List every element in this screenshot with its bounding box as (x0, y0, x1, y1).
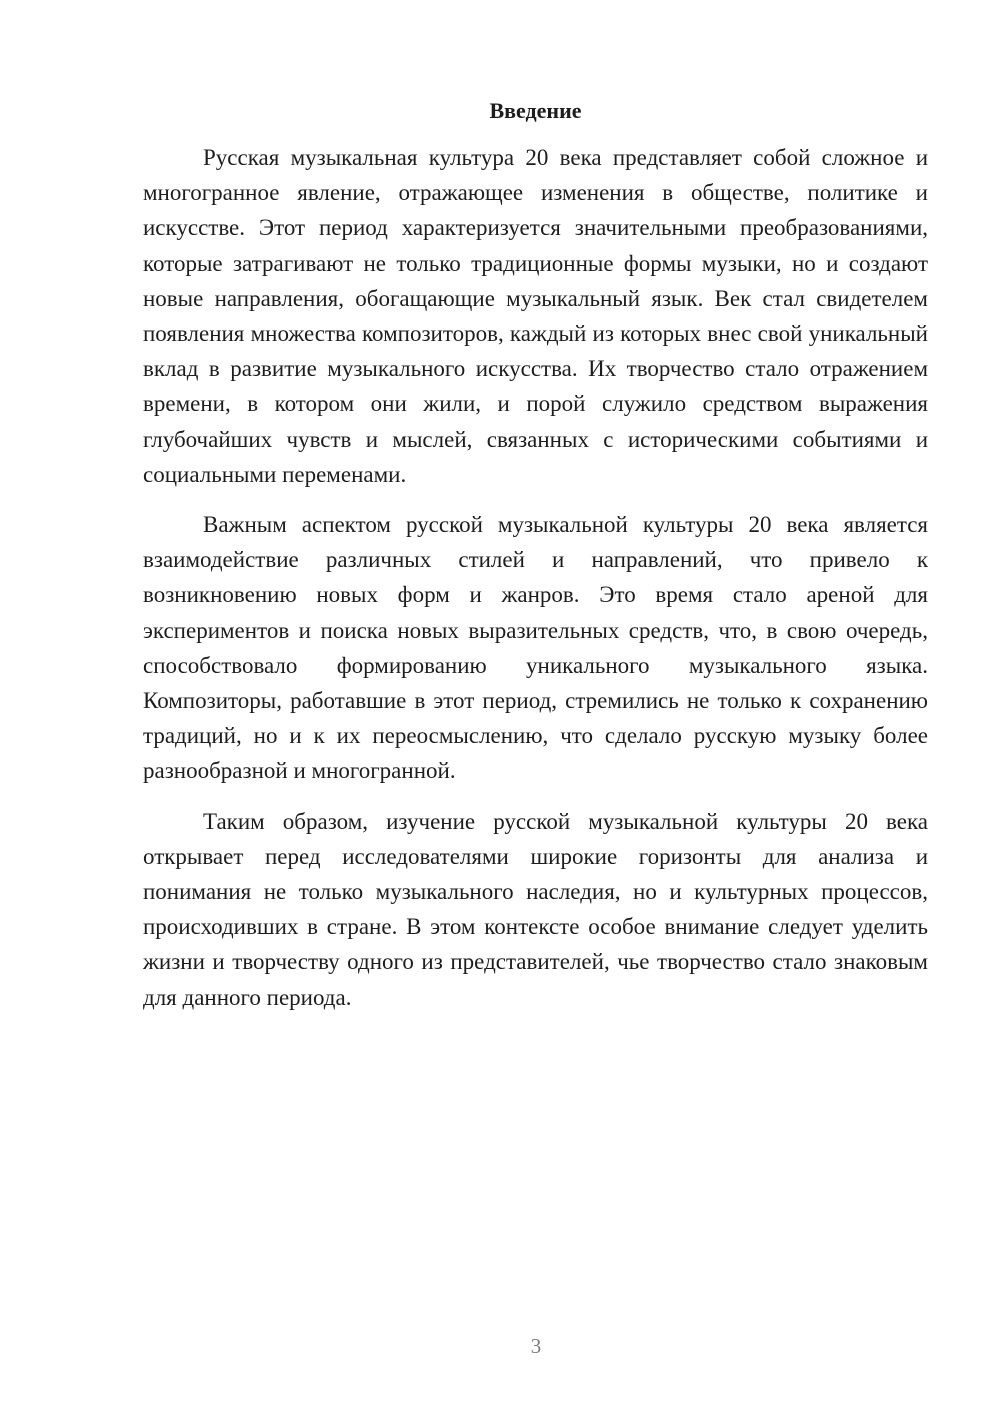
paragraph-3: Таким образом, изучение русской музыкальной культуры 20 века открывает перед исследователями широкие горизонты для анализа и понимания не только музыкального наследия, но и культурных процессов, происходивших в стране. В этом контексте особое внимание следует уделить жизни и творчеству одного из представителей, чье творчество стало знаковым для данного периода. (143, 808, 928, 1010)
paragraph-1: Русская музыкальная культура 20 века представляет собой сложное и многогранное явление, отражающее изменения в обществе, политике и искусстве. Этот период характеризуется значительными преобразованиями, которые затрагивают не только традиционные формы музыки, но и создают новые направления, обогащающие музыкальный язык. Век стал свидетелем появления множества композиторов, каждый из которых внес свой уникальный вклад в развитие музыкального искусства. Их творчество стало отражением времени, в котором они жили, и порой служило средством выражения глубочайших чувств и мыслей, связанных с историческими событиями и социальными переменами. (143, 145, 928, 487)
section-heading: Введение (489, 98, 582, 123)
page-number: 3 (530, 1334, 542, 1358)
paragraph-2: Важным аспектом русской музыкальной культуры 20 века является взаимодействие различных стилей и направлений, что привело к возникновению новых форм и жанров. Это время стало ареной для экспериментов и поиска новых выразительных средств, что, в свою очередь, способствовало формированию уникального музыкального языка. Композиторы, работавшие в этот период, стремились не только к сохранению традиций, но и к их переосмыслению, что сделало русскую музыку более разнообразной и многогранной. (143, 512, 928, 784)
page-body (143, 96, 928, 1015)
